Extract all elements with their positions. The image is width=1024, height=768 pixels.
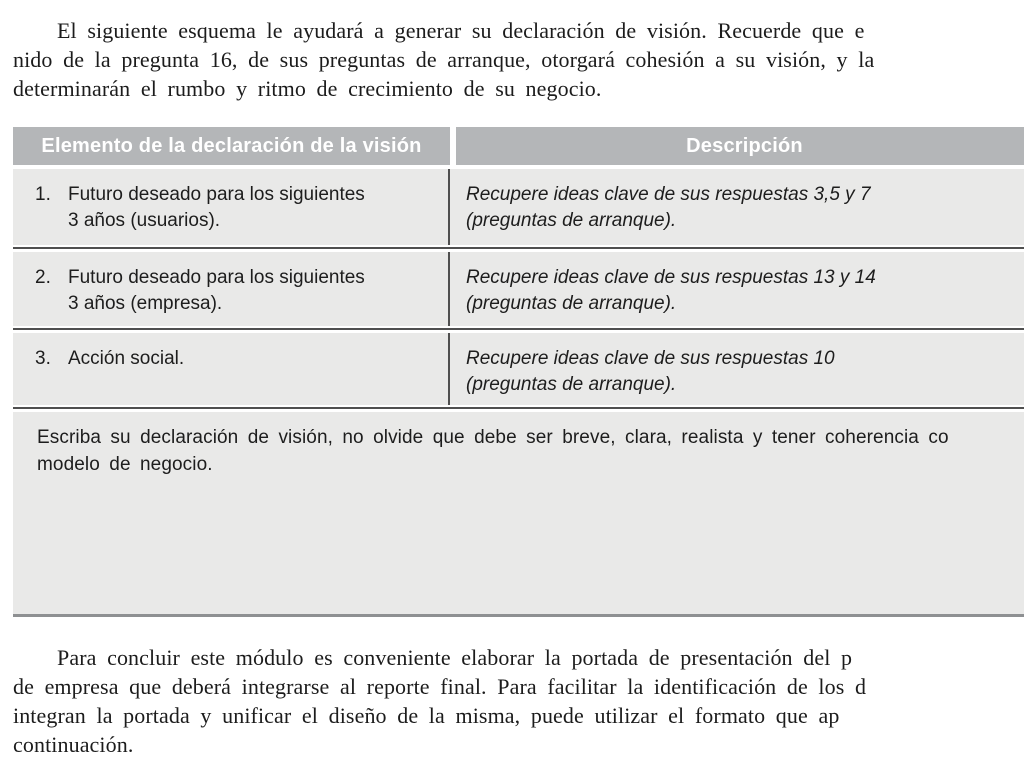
element-text: Acción social.	[68, 348, 185, 369]
element-text: Futuro deseado para los siguientes 3 años (empresa).	[68, 267, 365, 314]
row-number: 2.	[35, 267, 51, 288]
closing-paragraph	[13, 643, 1024, 759]
table-row	[13, 252, 1024, 326]
closing-line: continuación.	[13, 732, 134, 757]
vision-statement-table	[13, 127, 1024, 617]
row-divider	[13, 407, 1024, 409]
table-header-element: Elemento de la declaración de la visión	[13, 127, 450, 165]
element-cell	[13, 333, 450, 405]
description-cell: Recupere ideas clave de sus respuestas 13 y 14 (preguntas de arranque).	[466, 267, 876, 314]
row-number: 3.	[35, 348, 51, 369]
note-line: Escriba su declaración de visión, no olvide que debe ser breve, clara, realista y tener coherencia co	[37, 427, 949, 448]
table-row	[13, 169, 1024, 245]
intro-line: nido de la pregunta 16, de sus preguntas de arranque, otorgará cohesión a su visión, y la	[13, 47, 875, 72]
closing-line: de empresa que deberá integrarse al reporte final. Para facilitar la identificación de los d	[13, 674, 867, 699]
row-number: 1.	[35, 184, 51, 205]
element-cell	[13, 169, 450, 245]
intro-line: El siguiente esquema le ayudará a generar su declaración de visión. Recuerde que e	[57, 18, 865, 43]
description-cell: Recupere ideas clave de sus respuestas 10 (preguntas de arranque).	[466, 348, 835, 395]
closing-line: integran la portada y unificar el diseño de la misma, puede utilizar el formato que ap	[13, 703, 840, 728]
table-header-row	[13, 127, 1024, 165]
description-cell: Recupere ideas clave de sus respuestas 3,5 y 7 (preguntas de arranque).	[466, 184, 871, 231]
row-divider	[13, 328, 1024, 330]
intro-paragraph	[13, 0, 1024, 103]
note-line: modelo de negocio.	[37, 454, 213, 475]
table-row	[13, 333, 1024, 405]
table-header-description: Descripción	[456, 127, 1024, 165]
intro-line: determinarán el rumbo y ritmo de crecimiento de su negocio.	[13, 76, 602, 101]
element-text: Futuro deseado para los siguientes 3 años (usuarios).	[68, 184, 365, 231]
vision-write-area	[13, 412, 1024, 617]
row-divider	[13, 247, 1024, 249]
closing-line: Para concluir este módulo es conveniente elaborar la portada de presentación del p	[57, 645, 853, 670]
element-cell	[13, 252, 450, 326]
